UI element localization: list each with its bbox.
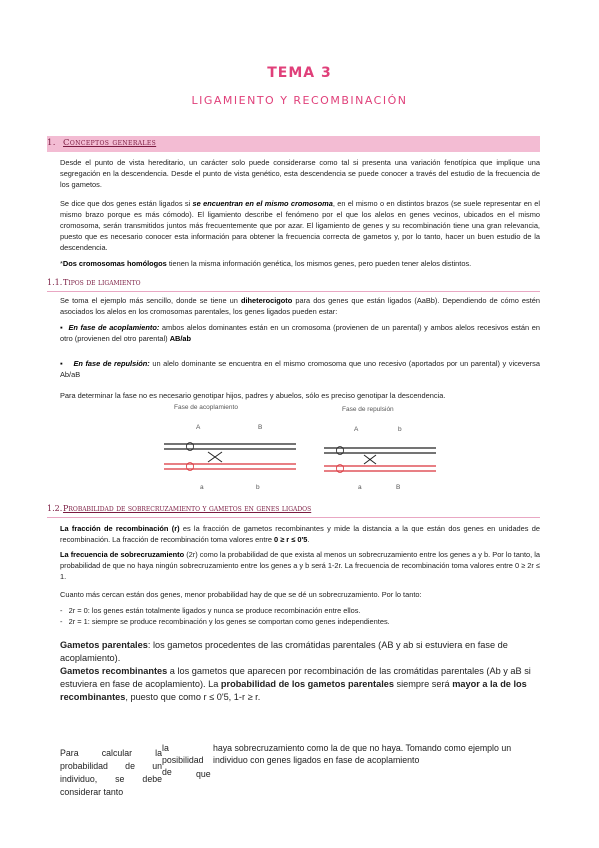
gametos-recombinantes-paragraph: Gametos recombinantes a los gametos que aparecen por recombinación de las cromátidas parentales (Ab y aB si estuviera en fase de acoplamiento). La probabilidad de los gametos parentales siempre será mayor a la de los recombinantes, puesto que como r ≤ 0'5, 1-r ≥ r. xyxy=(60,666,531,702)
section-1-2-title: Probabilidad de sobrecruzamiento y gametos en genes ligados xyxy=(63,504,312,513)
allele-label: b xyxy=(256,484,260,491)
allele-label: b xyxy=(398,426,402,433)
allele-label: A xyxy=(354,426,359,433)
fragment-column-4: haya sobrecruzamiento como la de que no haya. Tomando como ejemplo un individuo con genes ligados en fase de acoplamiento xyxy=(213,743,512,765)
gametos-parentales-paragraph: Gametos parentales: los gametos procedentes de las cromátidas parentales (AB y ab si estuviera en fase de acoplamiento). xyxy=(60,640,508,663)
section-1-paragraph-1: Desde el punto de vista hereditario, un carácter solo puede considerarse como tal si presenta una variación fenotípica que implique una segregación en la descendencia. Desde el punto de vista genético, esta descendencia se puede conocer a través del estudio de la frecuencia de los gametos. xyxy=(60,158,540,189)
section-1-1-header xyxy=(47,278,540,292)
allele-label: B xyxy=(396,484,401,491)
section-1-paragraph-2: Se dice que dos genes están ligados si se encuentran en el mismo cromosoma, en el mismo o en distintos brazos (se suele representar en el mismo brazo porque es más cómodo). El ligamiento describe el fenómeno por el que los alelos en genes vecinos, ubicados en el mismo cromosoma, serán transmitidos juntos más frecuentemente que por azar. El ligamiento de genes y su recombinación tiene una gran relevancia, puesto que es necesario conocer esta información para obtener la frecuencia correcta de gametos y, por lo tanto, hacer un buen estudio de la descendencia. xyxy=(60,199,541,252)
allele-label: a xyxy=(200,484,204,491)
chromosome-diagram xyxy=(160,432,300,482)
figure-repulsion xyxy=(320,404,440,492)
section-1-title: Conceptos generales xyxy=(63,138,157,148)
chromosome-diagram xyxy=(320,434,440,484)
allele-label: A xyxy=(196,424,201,431)
section-1-1-paragraph-1: Se toma el ejemplo más sencillo, donde se tiene un diheterocigoto para dos genes que están ligados (AaBb). Dependiendo de cómo estén asociados los alelos en los cromosomas parentales, los genes ligados pueden estar: xyxy=(60,296,540,316)
allele-label: a xyxy=(358,484,362,491)
section-1-2-header xyxy=(47,504,540,518)
section-1-header xyxy=(47,136,540,152)
section-1-2-number: 1.2. xyxy=(47,504,63,513)
section-1-2-paragraph-2: La frecuencia de sobrecruzamiento (2r) como la probabilidad de que exista al menos un sobrecruzamiento entre los genes a y b. Por lo tanto, la probabilidad de que no haya ningún sobrecruzamiento entre los genes a y b será 1-2r. La frecuencia de recombinación toma valores entre 0 ≥ 2r ≤ 1. xyxy=(60,550,540,581)
section-1-1-number: 1.1. xyxy=(47,278,63,287)
section-1-note: *Dos cromosomas homólogos tienen la misma información genética, los mismos genes, pero pueden tener alelos distintos. xyxy=(60,259,472,268)
figure-acoplamiento xyxy=(160,402,300,492)
section-1-1-title: Tipos de ligamiento xyxy=(63,278,141,287)
page-subtitle: LIGAMIENTO Y RECOMBINACIÓN xyxy=(191,94,408,107)
section-1-number: 1. xyxy=(47,138,56,148)
fragment-column-2: la posibilidad de xyxy=(162,743,204,777)
list-item: - 2r = 1: siempre se produce recombinación y los genes se comportan como genes independientes. xyxy=(60,617,390,626)
bullet-acoplamiento: ▪ En fase de acoplamiento: ambos alelos dominantes están en un cromosoma (provienen de un parental) y ambos alelos recesivos están en otro (provienen del otro parental) AB/ab xyxy=(60,323,540,343)
bullet-repulsion: ▪ En fase de repulsión: un alelo dominante se encuentra en el mismo cromosoma que uno recesivo (aportados por un parental) y viceversa Ab/aB xyxy=(60,359,540,379)
figure-repulsion-label: Fase de repulsión xyxy=(342,406,394,413)
fragment-column-3: que xyxy=(196,769,211,779)
section-1-2-paragraph-1: La fracción de recombinación (r) es la fracción de gametos recombinantes y mide la distancia a la que están dos genes en unidades de recombinación. La fracción de recombinación toma valores entre 0 ≥ r ≤ 0'5. xyxy=(60,524,540,544)
fragment-column-1: Para calcular la probabilidad de un individuo, se debe considerar tanto xyxy=(60,748,162,797)
section-1-2-paragraph-3: Cuanto más cercan están dos genes, menor probabilidad hay de que se dé un sobrecruzamiento. Por lo tanto: xyxy=(60,590,422,599)
list-item: - 2r = 0: los genes están totalmente ligados y nunca se produce recombinación entre ellos. xyxy=(60,606,361,615)
figure-acoplamiento-label: Fase de acoplamiento xyxy=(174,404,238,411)
allele-label: B xyxy=(258,424,263,431)
section-1-1-paragraph-2: Para determinar la fase no es necesario genotipar hijos, padres y abuelos, sólo es preciso genotipar la descendencia. xyxy=(60,391,446,400)
page-title: TEMA 3 xyxy=(267,65,332,81)
